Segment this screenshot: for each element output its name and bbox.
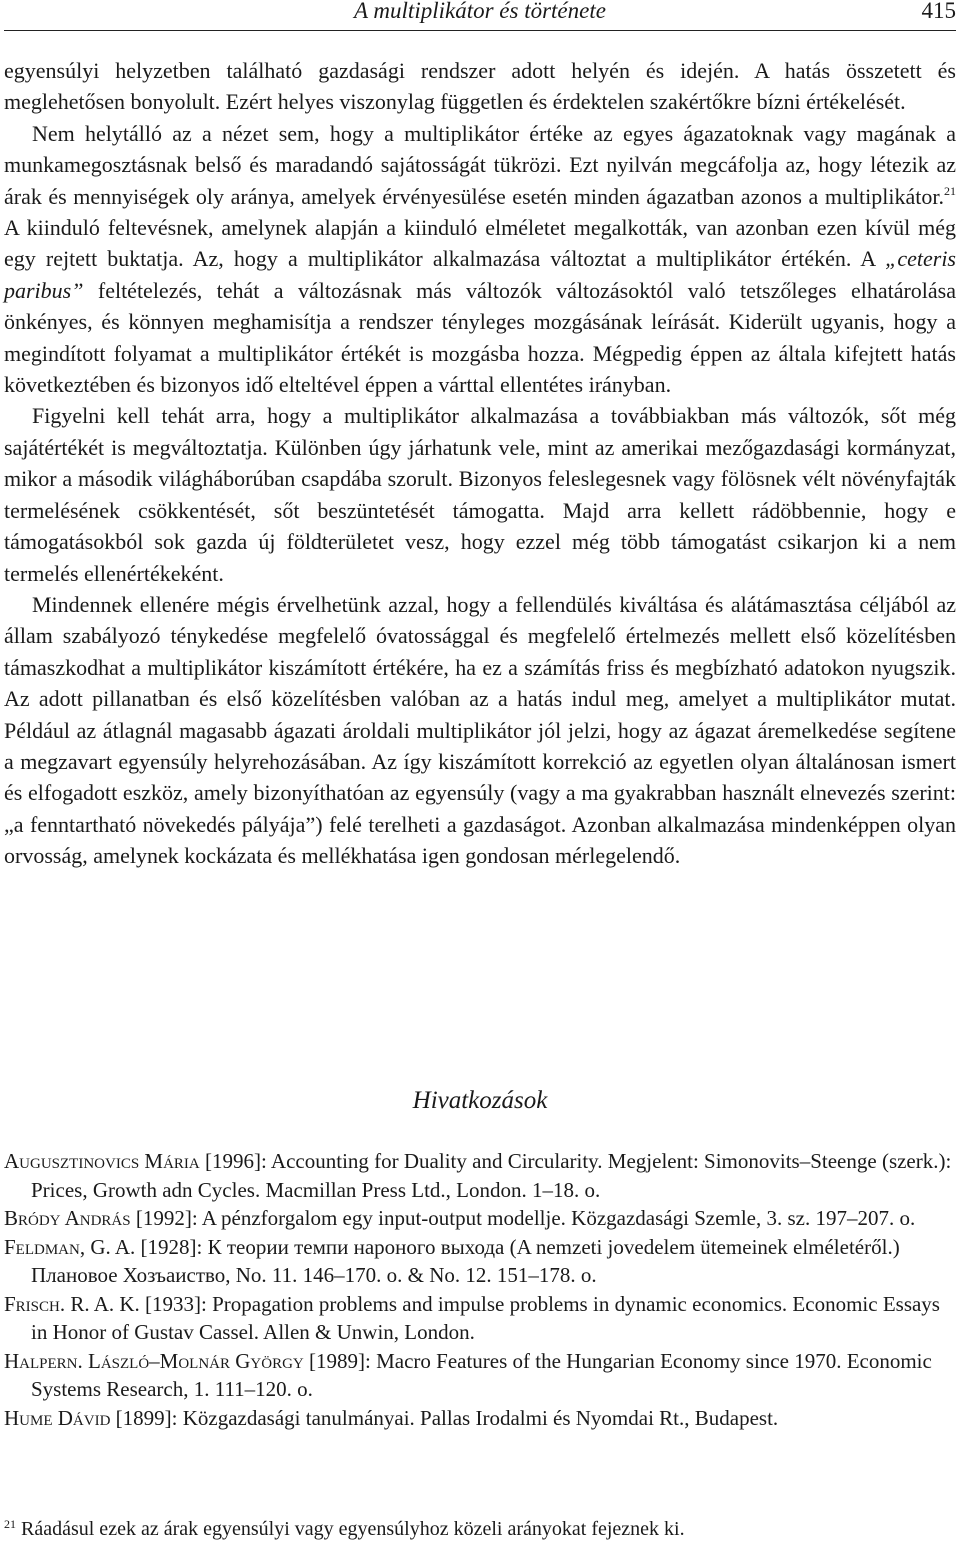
footnote-ref: 21	[944, 183, 956, 198]
reference-entry	[4, 1290, 956, 1347]
author-name: Hume Dávid	[4, 1405, 111, 1430]
text-run: A kiinduló feltevésnek, amelynek alapján a kiinduló elméletet megalkották, van azonban ezen kívül még egy rejtett buktatja. Az, hogy a multiplikátor alkalmazása változtat a multiplikátor értékén. A	[4, 215, 956, 272]
running-title: A multiplikátor és története	[354, 0, 606, 23]
text-run: Nem helytálló az a nézet sem, hogy a multiplikátor értéke az egyes ágazatoknak vagy magának a munkamegosztásnak belső és maradandó sajátosságát tükrözi. Ezt nyilván megcáfolja az, hogy létezik az árak és mennyiségek oly aránya, amelyek érvényesülése esetén minden ágazatban azonos a multiplikátor.	[4, 120, 956, 209]
text-run: „ceteris paribus”	[4, 246, 956, 303]
text-run: [1933]: Propagation problems and impulse problems in dynamic economics. Economic Essays in Honor of Gustav Cassel. Allen & Unwin, London.	[31, 1291, 940, 1344]
text-run: [1996]: Accounting for Duality and Circularity. Megjelent: Simonovits–Steenge (szerk.): Prices, Growth adn Cycles. Macmillan Press Ltd., London. 1–18. o.	[31, 1149, 952, 1202]
body-text	[4, 55, 956, 872]
text-run: feltételezés, tehát a változásnak más változók változásoktól való tetszőleges elhatárolása önkényes, és könnyen meghamisítja a rendszer tényleges mozgásának leírását. Kiderült ugyanis, hogy a megindított folyamat a multiplikátor értékét is mozgásba hozza. Mégpedig éppen az általa kifejtett hatás következtében és bizonyos idő elteltével éppen a várttal ellentétes irányban.	[4, 277, 956, 398]
text-run: Mindennek ellenére mégis érvelhetünk azzal, hogy a fellendülés kiváltása és alátámasztása céljából az állam szabályozó ténykedése megfelelő óvatossággal és megfelelő értelmezés mellett első közelítésben támaszkodhat a multiplikátor kiszámított értékére, ha ez a számítás friss és megbízható adatokon nyugszik. Az adott pillanatban és első közelítésben valóban az a hatás indul meg, amelyet a multiplikátor mutat. Például az átlagnál magasabb ágazati ároldali multiplikátor jól jelzi, hogy az ágazat áremelkedése segítene a megzavart egyensúly helyrehozásában. Az így kiszámított korrekció az egyetlen olyan általánosan ismert és elfogadott eszköz, amely bizonyíthatóan az egyensúly (vagy a ma gyakrabban használt elnevezés szerint: „a fenntartható növekedés pályája”) felé terelheti a gazdaságot. Azonban alkalmazása mindenképpen olyan orvosság, amelynek kockázata és mellékhatása igen gondosan mérlegelendő.	[4, 591, 956, 869]
author-name: Augusztinovics Mária	[4, 1149, 200, 1173]
paragraph	[4, 55, 956, 118]
reference-entry	[4, 1347, 956, 1404]
paragraph	[4, 400, 956, 588]
text-run: [1928]: К теории темпи нароного выхода (A nemzeti jovedelem ütemeinek elméletéről.) Плановое Хозъаиство, No. 11. 146–170. o. & No. 12. 151–178. o.	[31, 1234, 900, 1287]
references-list	[4, 1147, 956, 1432]
footnote-number: 21	[4, 1517, 16, 1531]
page-number: 415	[921, 0, 956, 23]
text-run: [1992]: A pénzforgalom egy input-output modellje. Közgazdasági Szemle, 3. sz. 197–207. o.	[130, 1206, 916, 1230]
footnote	[4, 1516, 956, 1542]
text-run: [1899]: Közgazdasági tanulmányai. Pallas Irodalmi és Nyomdai Rt., Budapest.	[110, 1405, 779, 1430]
author-name: Frisch. R. A. K.	[4, 1291, 140, 1316]
references-heading: Hivatkozások	[412, 1087, 548, 1114]
reference-entry	[4, 1233, 956, 1290]
text-run: [1989]: Macro Features of the Hungarian Economy since 1970. Economic Systems Research, 1. 111–120. o.	[31, 1348, 932, 1401]
footnote-text: Ráadásul ezek az árak egyensúlyi vagy egyensúlyhoz közeli arányokat fejeznek ki.	[21, 1518, 685, 1540]
author-name: Bródy András	[4, 1206, 131, 1230]
paragraph	[4, 118, 956, 401]
text-run: Figyelni kell tehát arra, hogy a multiplikátor alkalmazása a továbbiakban más változók, sőt még sajátértékét is megváltoztatja. Különben úgy járhatunk vele, mint az amerikai mezőgazdasági kormányzat, mikor a második világháborúban csapdába szorult. Bizonyos feleslegesnek vagy fölösnek vélt növényfajták termelésének csökkentését, sőt beszüntetését támogatta. Majd arra kellett rádöbbennie, hogy e támogatásokból sok gazda új földterületet vesz, hogy ezzel még több támogatást csikarjon ki a nem termelés ellenértékeként.	[4, 403, 956, 586]
reference-entry	[4, 1404, 956, 1433]
reference-entry	[4, 1204, 956, 1233]
author-name: Halpern. László–Molnár György	[4, 1348, 304, 1373]
text-run: egyensúlyi helyzetben található gazdasági rendszer adott helyén és idején. A hatás összetett és meglehetősen bonyolult. Ezért helyes viszonylag független és érdektelen szakértőkre bízni értékelését.	[4, 58, 956, 115]
paragraph	[4, 589, 956, 872]
author-name: Feldman, G. A.	[4, 1234, 136, 1259]
reference-entry	[4, 1147, 956, 1204]
running-head	[4, 0, 956, 31]
